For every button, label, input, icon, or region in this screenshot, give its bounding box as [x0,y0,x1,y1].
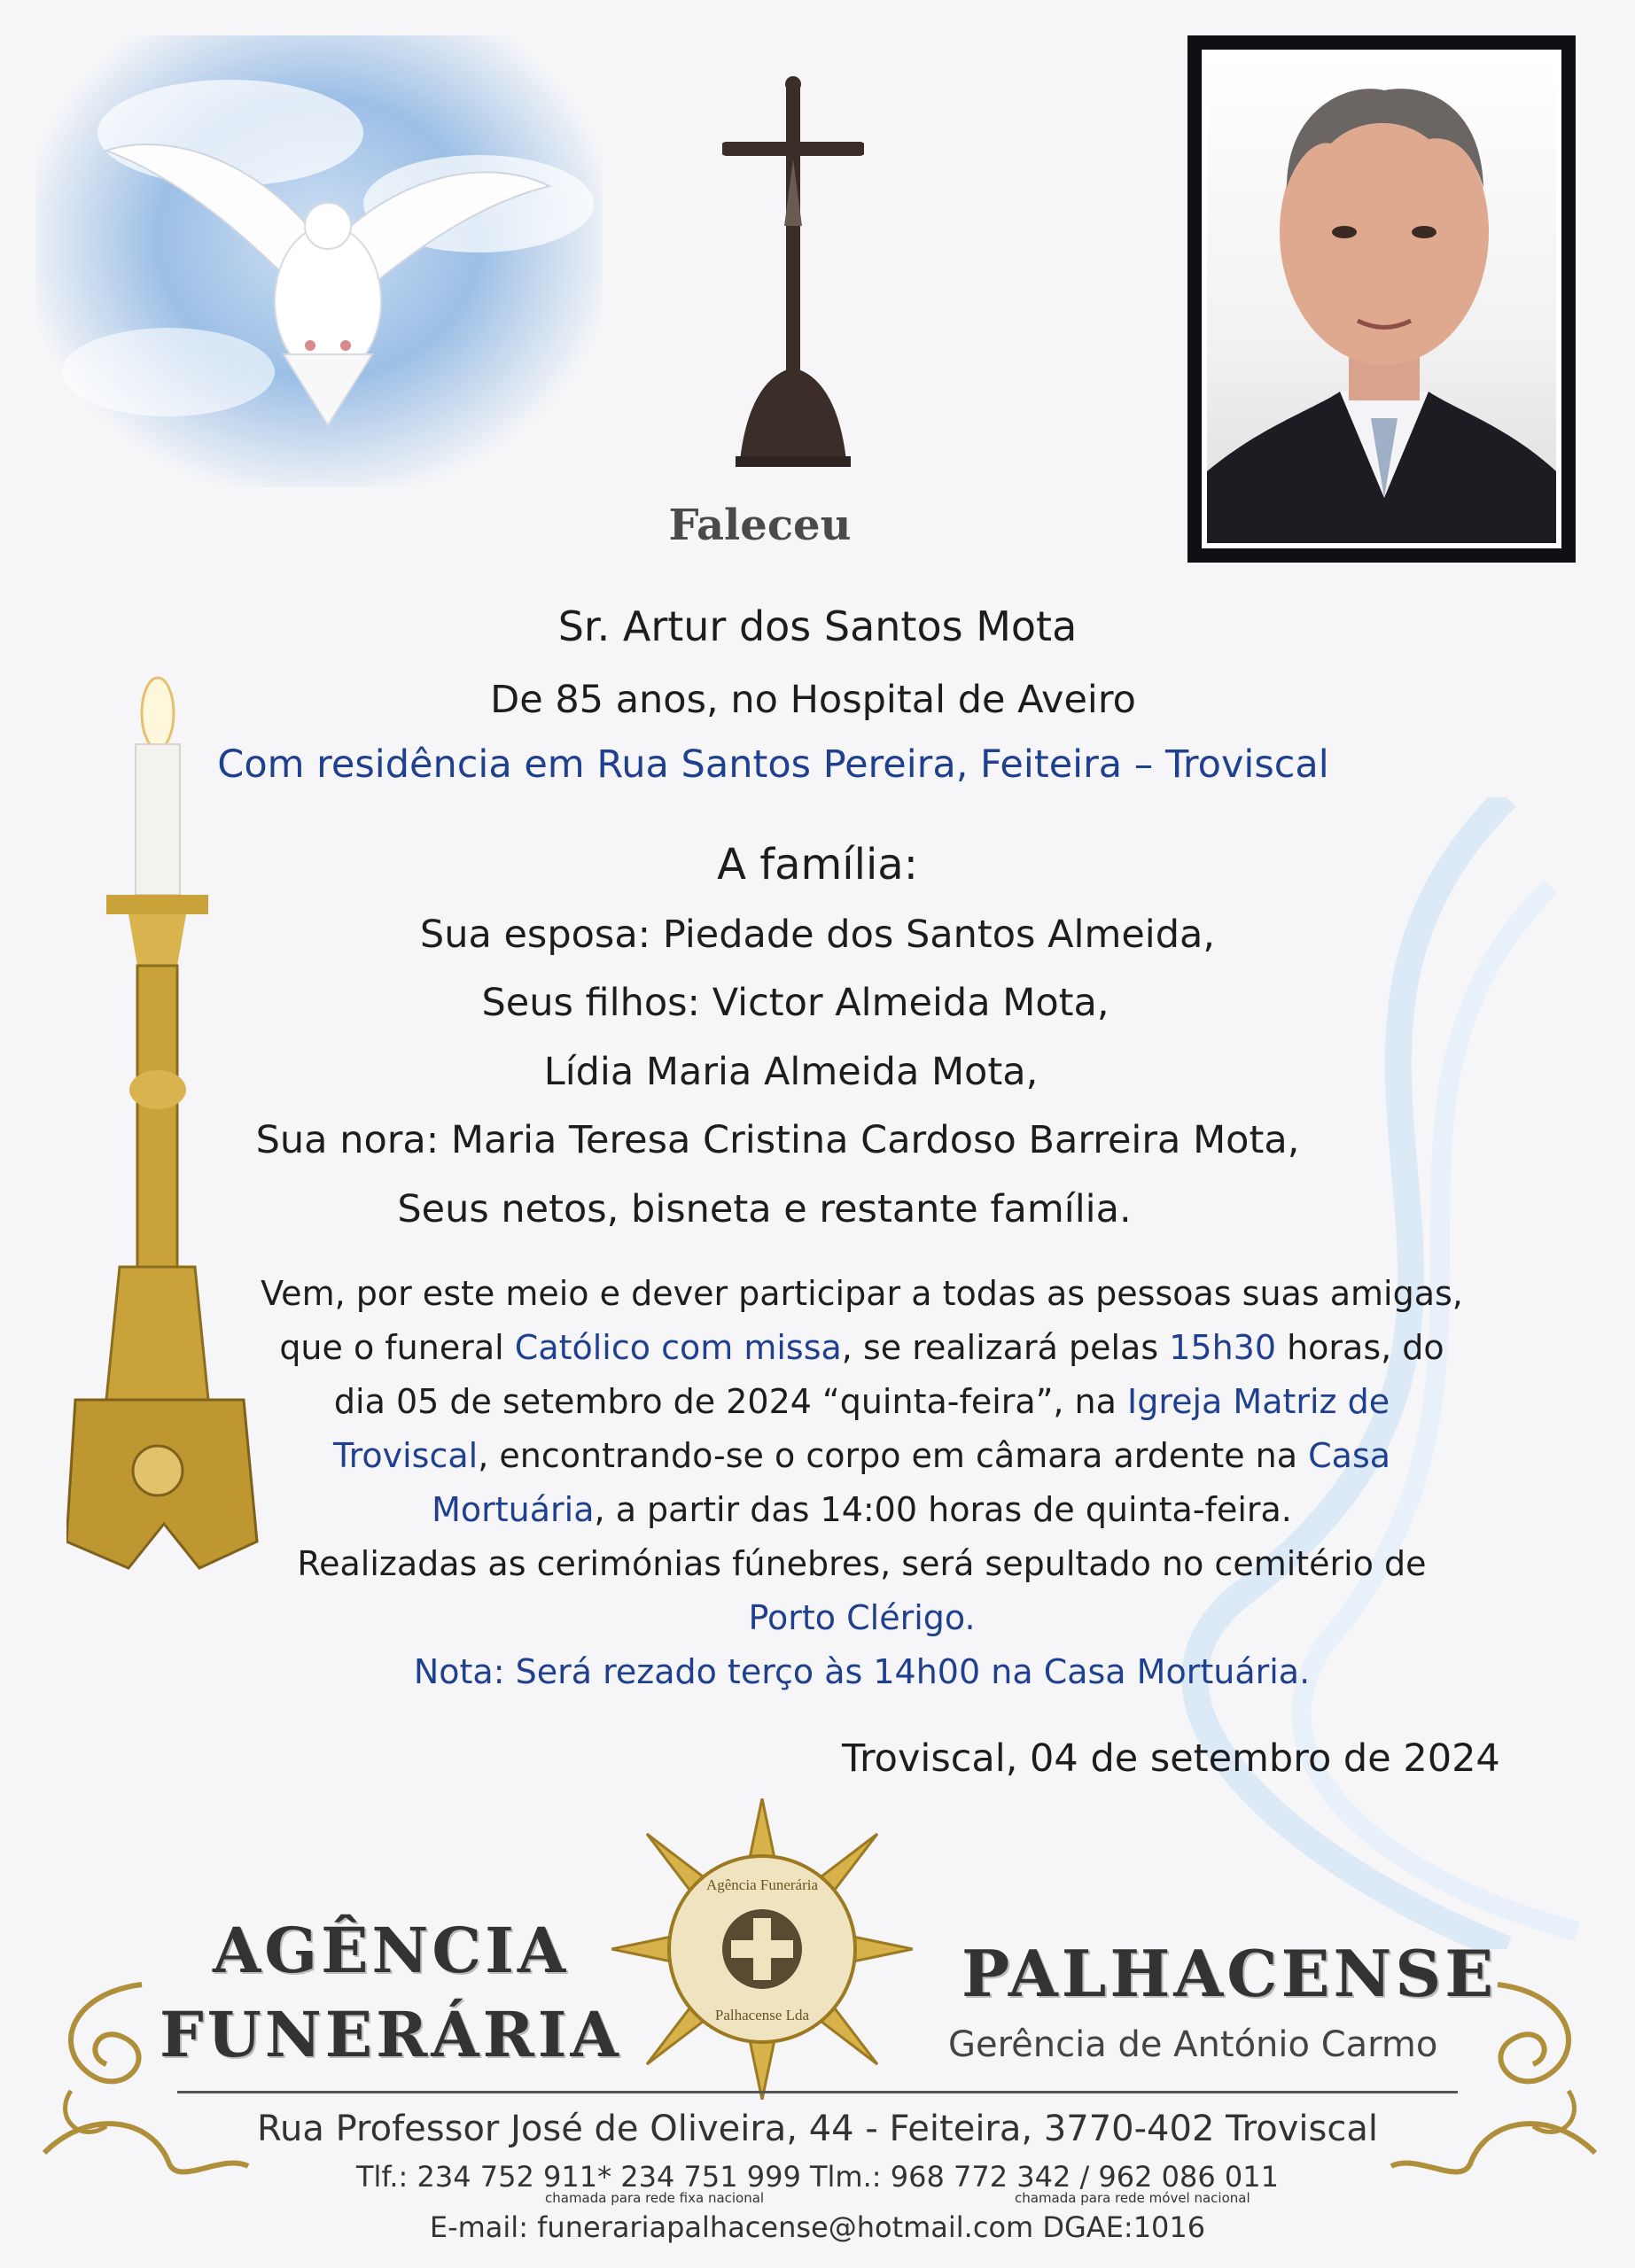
announcement-line [222,1321,1502,1375]
residence: Com residência em Rua Santos Pereira, Feiteira – Troviscal [217,742,1329,787]
text: , se realizará pelas [841,1328,1170,1367]
brand-left-2: FUNERÁRIA [160,1998,622,2071]
brand-right: PALHACENSE [962,1936,1498,2011]
text: que o funeral [279,1328,515,1367]
family-line: Sua esposa: Piedade dos Santos Almeida, [419,913,1216,957]
seal-bottom-text: Palhacense Lda [714,2007,810,2023]
text: dia 05 de setembro de 2024 “quinta-feira”, na [333,1382,1127,1421]
fixed-note: chamada para rede fixa nacional [545,2190,765,2206]
deceased-name: Sr. Artur dos Santos Mota [557,602,1078,650]
crucifix-icon [722,75,864,470]
text: horas, do [1276,1328,1444,1367]
portrait-photo [1207,55,1556,543]
faleceu-title: Faleceu [668,501,852,550]
cemetery: Porto Clérigo. [748,1598,976,1637]
email: E-mail: funerariapalhacense@hotmail.com DGAE:1016 [429,2210,1206,2244]
announcement [222,1267,1502,1699]
seal-top-text: Agência Funerária [705,1876,819,1893]
mortuary-2: Mortuária [432,1490,595,1529]
footer-divider [177,2091,1458,2093]
family-line: Sua nora: Maria Teresa Cristina Cardoso Barreira Mota, [255,1118,1300,1162]
management: Gerência de António Carmo [948,2024,1438,2065]
age-place: De 85 anos, no Hospital de Aveiro [490,678,1136,722]
church: Igreja Matriz de [1126,1382,1390,1421]
mobile-note: chamada para rede móvel nacional [1015,2190,1250,2206]
family-line: Lídia Maria Almeida Mota, [543,1050,1039,1094]
phones: Tlf.: 234 752 911* 234 751 999 Tlm.: 968 772 342 / 962 086 011 [355,2160,1279,2194]
text: , encontrando-se o corpo em câmara ardente na [478,1436,1309,1475]
announcement-line: Realizadas as cerimónias fúnebres, será sepultado no cemitério de [297,1544,1427,1583]
family-line: Seus netos, bisneta e restante família. [397,1187,1132,1231]
text: , a partir das 14:00 horas de quinta-feira. [594,1490,1292,1529]
funeral-time: 15h30 [1169,1328,1277,1367]
star-seal-icon [611,1798,913,2100]
note: Nota: Será rezado terço às 14h00 na Casa Mortuária. [413,1652,1311,1691]
announcement-line [222,1429,1502,1483]
brand-left-1: AGÊNCIA [213,1914,570,1987]
mass-type: Católico com missa [514,1328,842,1367]
church-place: Troviscal [332,1436,479,1475]
announcement-line: Vem, por este meio e dever participar a todas as pessoas suas amigas, [261,1274,1463,1313]
announcement-line [222,1483,1502,1537]
address: Rua Professor José de Oliveira, 44 - Feiteira, 3770-402 Troviscal [257,2109,1378,2149]
family-title: A família: [717,840,918,889]
date-line: Troviscal, 04 de setembro de 2024 [842,1736,1500,1781]
family-line: Seus filhos: Victor Almeida Mota, [481,981,1109,1025]
mortuary: Casa [1308,1436,1391,1475]
dove-image [35,35,603,487]
announcement-line [222,1375,1502,1429]
